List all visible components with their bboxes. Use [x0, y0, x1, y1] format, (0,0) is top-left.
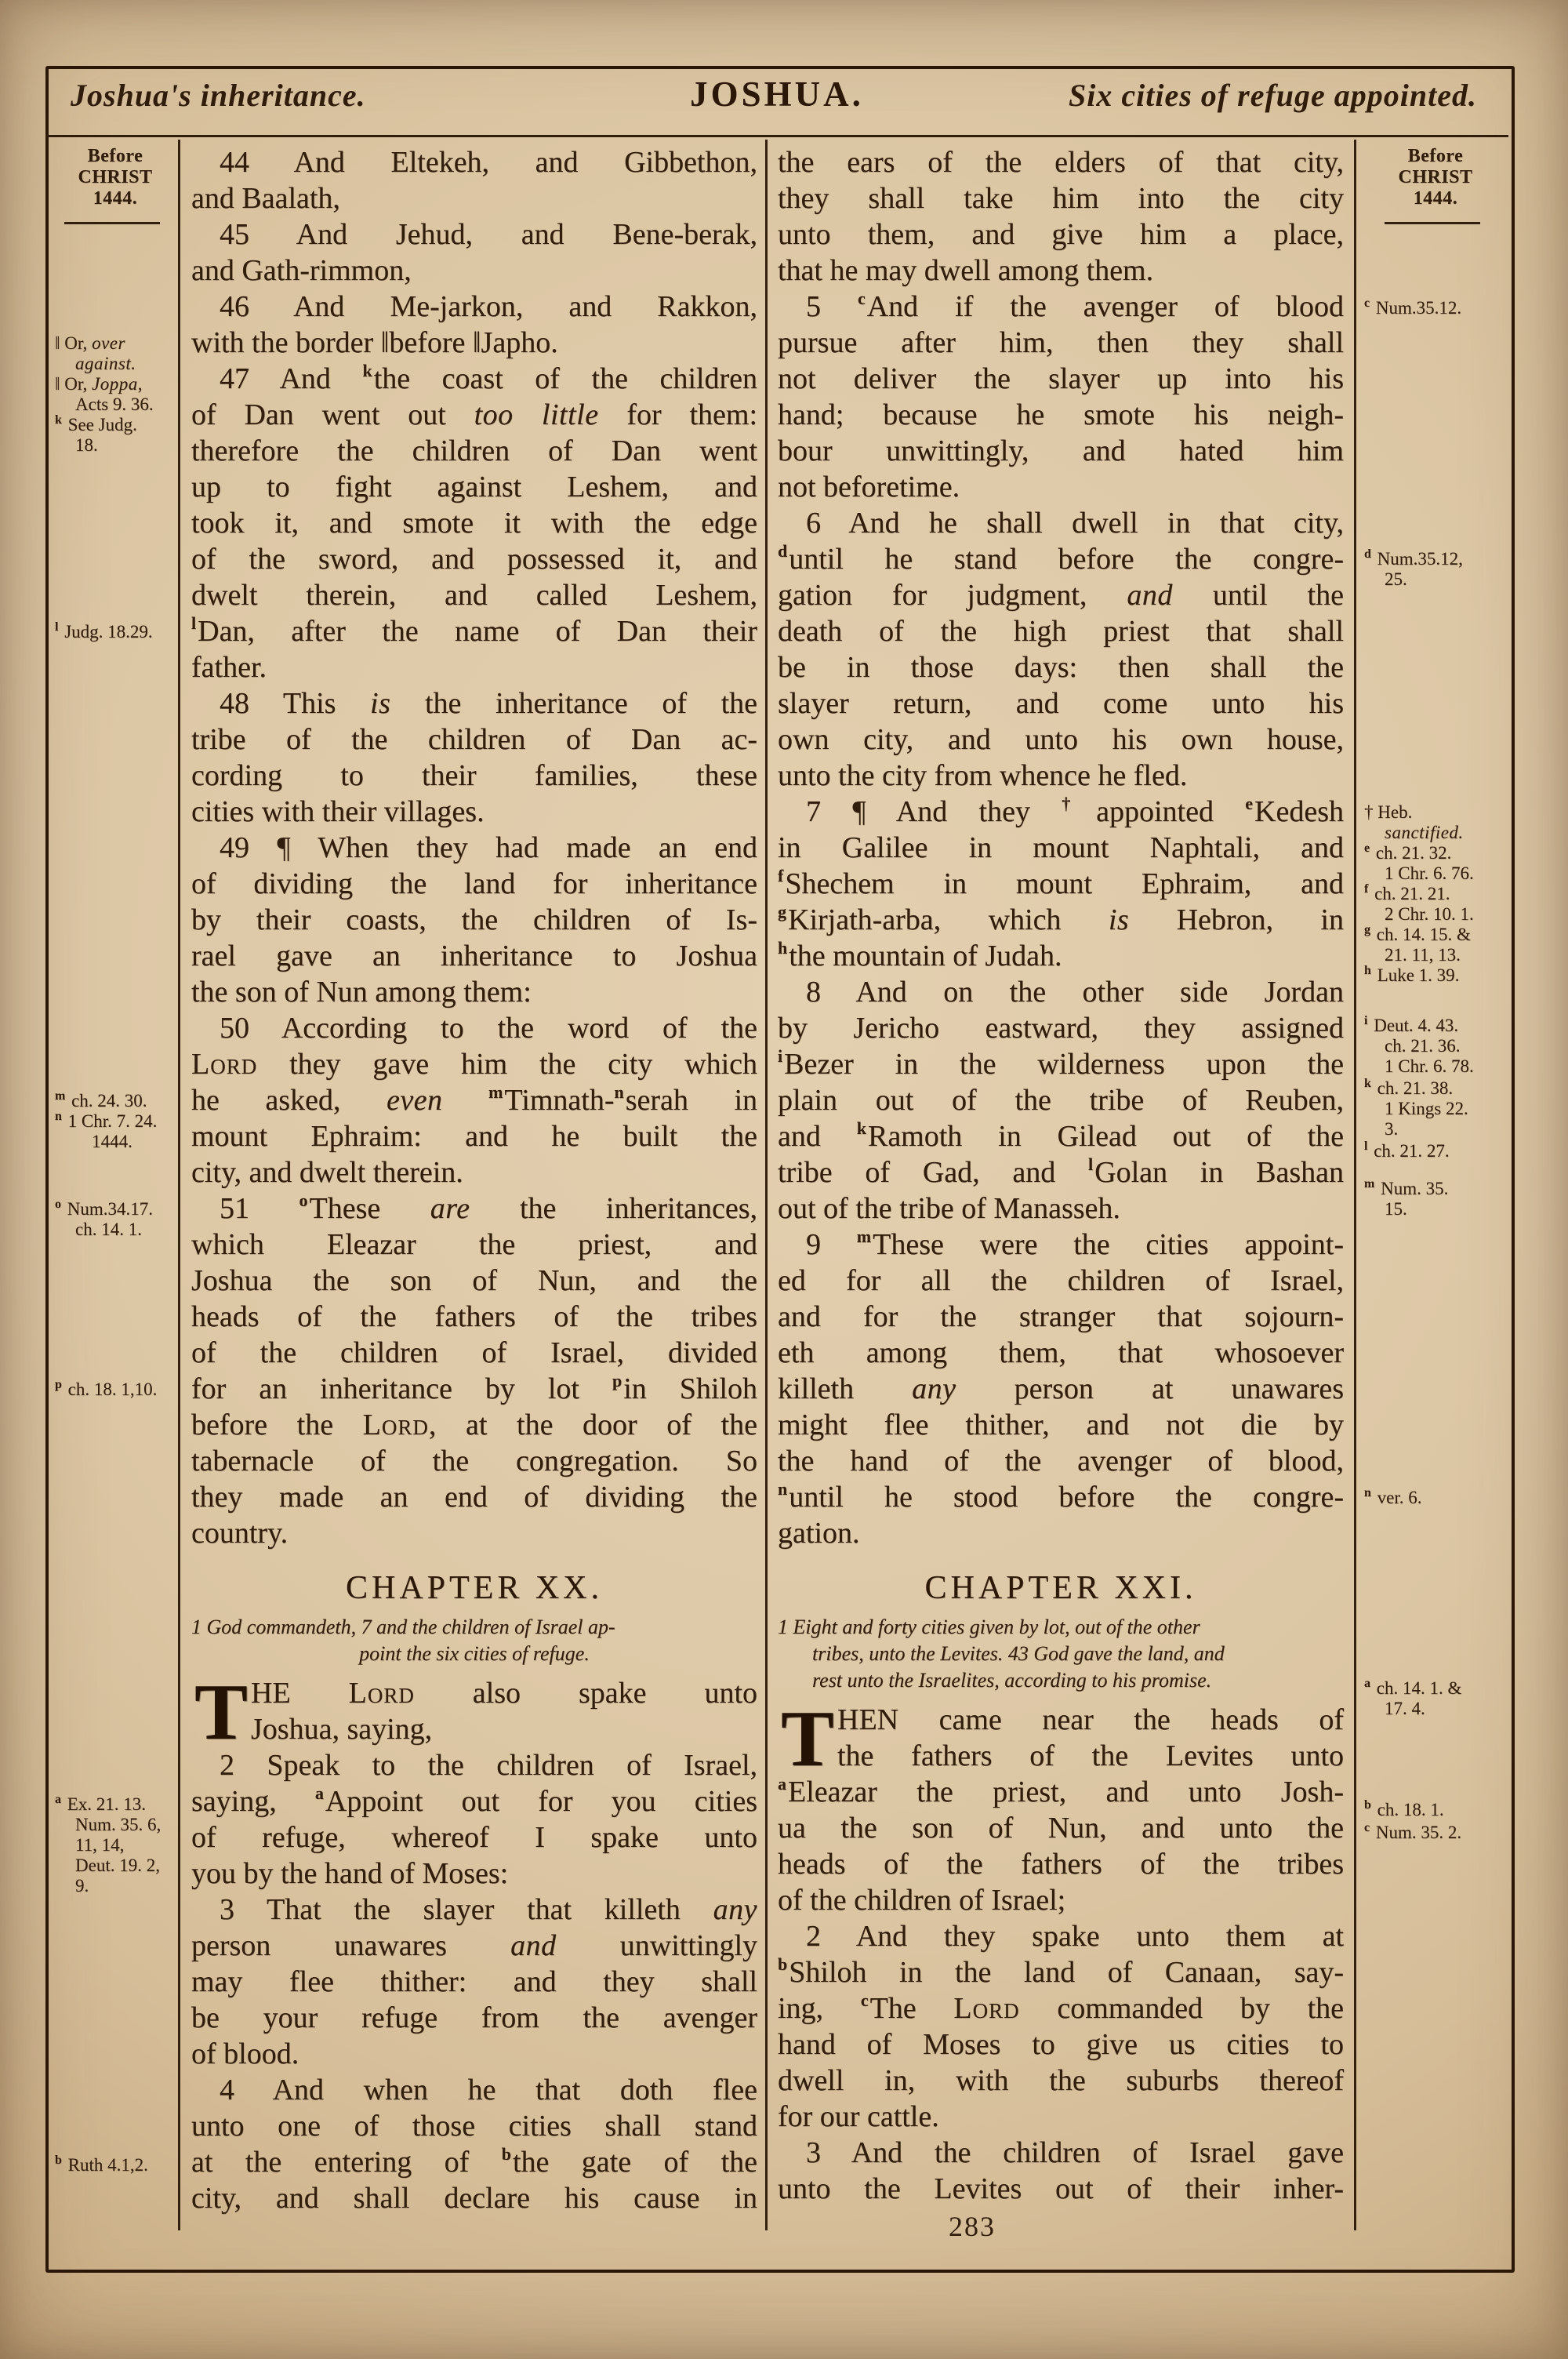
margin-note-line: 18. — [75, 435, 98, 455]
text-line: by Jericho eastward, they assigned — [778, 1012, 1344, 1045]
margin-note — [1358, 1141, 1507, 1161]
column-divider-right — [1354, 140, 1356, 2230]
chapter-xxi-heading — [778, 1568, 1344, 1694]
text-line: hand of Moses to give us cities to — [778, 2028, 1344, 2061]
margin-note-line: $^n$ ver. 6. — [1364, 1485, 1422, 1507]
text-line: tribe of Gad, and $^l$Golan in Bashan — [778, 1154, 1344, 1189]
chapter-argument — [778, 1614, 1344, 1694]
text-line: be your refuge from the avenger — [191, 2001, 757, 2034]
margin-note-line: ‖ Or, over — [55, 333, 125, 353]
text-line: death of the high priest that shall — [778, 615, 1344, 648]
column-divider-left — [178, 140, 180, 2230]
text-line: before the Lord, at the door of the — [191, 1408, 757, 1441]
margin-note-line: $^c$ Num.35.12. — [1364, 296, 1462, 318]
text-line: person unawares and unwittingly — [191, 1929, 757, 1962]
text-line: own city, and unto his own house, — [778, 723, 1344, 756]
running-head-book-title: JOSHUA. — [690, 75, 864, 114]
text-line: of blood. — [191, 2037, 299, 2070]
margin-note-line: 15. — [1385, 1199, 1407, 1219]
margin-note-line: $^a$ Ex. 21. 13. — [55, 1792, 147, 1814]
text-line: ed for all the children of Israel, — [778, 1264, 1344, 1297]
margin-note-line: $^g$ ch. 14. 15. & — [1364, 922, 1471, 944]
chapter-xx-heading — [191, 1568, 757, 1667]
margin-note-line: $^m$ Num. 35. — [1364, 1176, 1449, 1198]
margin-note — [1358, 1485, 1507, 1508]
margin-note-line: sanctified. — [1385, 823, 1464, 842]
margin-note — [49, 1379, 176, 1400]
text-line: cording to their families, these — [191, 759, 757, 792]
margin-note-line: $^l$ Judg. 18.29. — [55, 620, 153, 642]
running-head-left: Joshua's inheritance. — [71, 78, 366, 113]
text-line: 2 Speak to the children of Israel, — [220, 1749, 757, 1782]
text-line: of refuge, whereof I spake unto — [191, 1821, 757, 1854]
text-line: Lord they gave him the city which — [191, 1048, 757, 1081]
text-line: HE Lord also spake unto — [251, 1677, 758, 1710]
margin-note-line: ‖ Or, Joppa, — [55, 374, 143, 394]
chapter-argument-line: point the six cities of refuge. — [359, 1642, 590, 1665]
chapter-argument-line: 1 Eight and forty cities given by lot, out of the other — [778, 1616, 1200, 1638]
margin-note-line: Deut. 19. 2, — [75, 1856, 160, 1875]
margin-note — [1358, 1078, 1507, 1140]
text-line: $^d$until he stand before the congre- — [778, 541, 1344, 576]
text-line: in Galilee in mount Naphtali, and — [778, 831, 1344, 864]
margin-note-line: 17. 4. — [1385, 1699, 1425, 1718]
text-line: of the children of Israel, divided — [191, 1336, 757, 1369]
text-line: ing, $^c$The Lord commanded by the — [778, 1990, 1345, 2025]
margin-note-line: $^n$ 1 Chr. 7. 24. — [55, 1109, 158, 1131]
text-line: of dividing the land for inheritance — [191, 867, 757, 900]
text-line: 48 This is the inheritance of the — [220, 687, 757, 720]
text-line: pursue after him, then they shall — [778, 326, 1344, 359]
margin-note-line: 1444. — [92, 1132, 132, 1151]
text-line: $^f$Shechem in mount Ephraim, and — [778, 866, 1344, 900]
text-line: saying, $^a$Appoint out for you cities — [191, 1783, 757, 1818]
margin-note — [1358, 549, 1507, 590]
margin-header-line: CHRIST — [78, 167, 153, 187]
text-line: city, and shall declare his cause in — [191, 2182, 757, 2215]
margin-note — [1358, 1797, 1507, 1820]
text-line: of the children of Israel; — [778, 1884, 1066, 1917]
margin-note — [1358, 298, 1507, 318]
text-line: out of the tribe of Manasseh. — [778, 1192, 1120, 1225]
joshua-20-verses-continued — [778, 144, 1344, 1551]
text-line: took it, and smote it with the edge — [191, 507, 757, 540]
text-line: rael gave an inheritance to Joshua — [191, 940, 757, 972]
margin-header-line: CHRIST — [1398, 167, 1473, 187]
text-line: and for the stranger that sojourn- — [778, 1300, 1344, 1333]
joshua-20-verses — [191, 1747, 757, 2216]
margin-note — [49, 1794, 176, 1896]
drop-cap-letter: T — [781, 1695, 835, 1783]
text-line: 44 And Eltekeh, and Gibbethon, — [220, 146, 757, 179]
text-line: Joshua the son of Nun, and the — [191, 1264, 757, 1297]
margin-note-line: † Heb. — [1364, 802, 1413, 822]
margin-note-line: 9. — [75, 1876, 89, 1896]
margin-header-line: 1444. — [1413, 188, 1458, 209]
text-line: eth among them, that whosoever — [778, 1336, 1344, 1369]
margin-note-line: $^d$ Num.35.12, — [1364, 547, 1463, 569]
margin-note-line: 2 Chr. 10. 1. — [1385, 904, 1474, 924]
text-line: not deliver the slayer up into his — [778, 362, 1344, 395]
text-line: 45 And Jehud, and Bene-berak, — [220, 218, 757, 251]
text-line: 46 And Me-jarkon, and Rakkon, — [220, 290, 757, 323]
text-line: unto the Levites out of their inher- — [778, 2172, 1344, 2205]
text-line: and $^k$Ramoth in Gilead out of the — [778, 1118, 1344, 1153]
text-line: HEN came near the heads of — [837, 1703, 1344, 1736]
margin-note-line: 1 Kings 22. — [1385, 1099, 1468, 1118]
text-line: 50 According to the word of the — [220, 1012, 757, 1045]
margin-note-line: $^e$ ch. 21. 32. — [1364, 841, 1452, 863]
text-line: tribe of the children of Dan ac- — [191, 723, 757, 756]
text-line: $^h$the mountain of Judah. — [778, 938, 1062, 972]
text-line: 3 And the children of Israel gave — [806, 2136, 1344, 2169]
column-divider-center — [765, 140, 768, 2230]
text-line: $^a$Eleazar the priest, and unto Josh- — [778, 1774, 1344, 1808]
margin-note-line: $^b$ ch. 18. 1. — [1364, 1797, 1444, 1819]
header-rule — [45, 135, 1508, 137]
text-line: may flee thither: and they shall — [191, 1965, 757, 1998]
text-line: the ears of the elders of that city, — [778, 146, 1344, 179]
margin-note — [49, 415, 176, 456]
margin-note-line: 25. — [1385, 569, 1407, 589]
text-line: might flee thither, and not die by — [778, 1408, 1344, 1441]
text-line: 47 And $^k$the coast of the children — [220, 361, 757, 395]
margin-note-line: $^k$ ch. 21. 38. — [1364, 1076, 1454, 1098]
text-line: unto one of those cities shall stand — [191, 2110, 757, 2143]
text-line: therefore the children of Dan went — [191, 434, 757, 467]
margin-note — [49, 374, 176, 415]
text-line: for an inheritance by lot $^p$in Shiloh — [191, 1371, 757, 1405]
text-line: ua the son of Nun, and unto the — [778, 1812, 1344, 1845]
margin-note — [1358, 1678, 1507, 1719]
text-line: dwell in, with the suburbs thereof — [778, 2064, 1344, 2097]
margin-note-line: 1 Chr. 6. 76. — [1385, 863, 1474, 883]
text-line: they made an end of dividing the — [191, 1481, 757, 1514]
margin-note — [49, 333, 176, 374]
text-line: he asked, even $^m$Timnath-$^n$serah in — [191, 1082, 758, 1117]
text-line: up to fight against Leshem, and — [191, 471, 757, 503]
chapter-title: CHAPTER XX. — [345, 1570, 604, 1606]
drop-cap-lines — [778, 1695, 1344, 1783]
text-line: with the border ‖before ‖Japho. — [191, 326, 558, 359]
drop-cap-lines — [191, 1668, 758, 1757]
text-line: $^i$Bezer in the wilderness upon the — [778, 1046, 1344, 1081]
text-line: for our cattle. — [778, 2100, 939, 2133]
margin-note — [1358, 1013, 1507, 1077]
margin-note-line: $^f$ ch. 21. 21. — [1364, 881, 1450, 903]
text-line: $^n$until he stood before the congre- — [778, 1479, 1344, 1514]
right-text-column — [778, 144, 1344, 2207]
margin-note-line: $^a$ ch. 14. 1. & — [1364, 1676, 1462, 1698]
margin-note — [1358, 1176, 1507, 1219]
margin-header-rule — [1385, 222, 1480, 224]
page-number: 283 — [949, 2211, 996, 2242]
margin-note-line: $^k$ See Judg. — [55, 413, 137, 434]
text-line: at the entering of $^b$the gate of the — [191, 2144, 757, 2179]
chapter-title: CHAPTER XXI. — [924, 1570, 1197, 1606]
drop-cap-paragraph — [191, 1668, 758, 1757]
margin-note-line: ch. 14. 1. — [75, 1219, 142, 1239]
chapter-argument — [191, 1614, 757, 1667]
text-line: 7 ¶ And they †appointed $^e$Kedesh — [806, 794, 1344, 828]
margin-note — [1358, 802, 1507, 986]
margin-note-line: ch. 21. 36. — [1385, 1036, 1461, 1056]
text-line: 9 $^m$These were the cities appoint- — [806, 1227, 1344, 1261]
drop-cap-paragraph — [778, 1695, 1344, 1783]
margin-header-rule — [64, 222, 160, 224]
text-line: and Gath-rimmon, — [191, 254, 412, 287]
text-line: tabernacle of the congregation. So — [191, 1445, 757, 1478]
margin-note — [49, 622, 176, 642]
text-line: be in those days: then shall the — [778, 651, 1344, 684]
text-line: which Eleazar the priest, and — [191, 1228, 757, 1261]
text-line: 8 And on the other side Jordan — [806, 976, 1344, 1009]
text-line: 5 $^c$And if the avenger of blood — [806, 289, 1345, 323]
text-line: the fathers of the Levites unto — [837, 1739, 1344, 1772]
text-line: killeth any person at unawares — [778, 1372, 1344, 1405]
text-line: $^g$Kirjath-arba, which is Hebron, in — [778, 902, 1344, 936]
margin-note-line: 21. 11, 13. — [1385, 945, 1461, 965]
text-line: of the sword, and possessed it, and — [191, 543, 757, 576]
before-christ-header — [49, 138, 176, 209]
chapter-argument-line: 1 God commandeth, 7 and the children of Israel ap- — [191, 1616, 615, 1638]
margin-header-line: 1444. — [93, 188, 138, 209]
margin-header-line: Before — [87, 146, 143, 166]
text-line: country. — [191, 1517, 289, 1550]
chapter-argument-line: tribes, unto the Levites. 43 God gave the land, and — [812, 1642, 1225, 1665]
text-line: gation. — [778, 1517, 860, 1550]
text-line: dwelt therein, and called Leshem, — [191, 579, 757, 612]
text-line: Joshua, saying, — [251, 1713, 433, 1746]
margin-note — [49, 2155, 176, 2175]
text-line: of Dan went out too little for them: — [191, 398, 758, 431]
text-line: 51 $^o$These are the inheritances, — [220, 1190, 757, 1225]
text-line: 3 That the slayer that killeth any — [220, 1893, 757, 1926]
text-line: mount Ephraim: and he built the — [191, 1120, 757, 1153]
text-line: $^b$Shiloh in the land of Canaan, say- — [778, 1954, 1344, 1989]
joshua-21-verses — [778, 1774, 1344, 2207]
text-line: that he may dwell among them. — [778, 254, 1154, 287]
margin-note — [1358, 1820, 1507, 1843]
text-line: cities with their villages. — [191, 795, 485, 828]
text-line: 4 And when he that doth flee — [220, 2074, 757, 2106]
margin-note-line: 1 Chr. 6. 78. — [1385, 1056, 1474, 1076]
margin-header-line: Before — [1407, 146, 1464, 166]
margin-note — [49, 1199, 176, 1240]
text-line: city, and dwelt therein. — [191, 1156, 463, 1189]
text-line: plain out of the tribe of Reuben, — [778, 1084, 1344, 1117]
margin-note-line: $^c$ Num. 35. 2. — [1364, 1820, 1462, 1842]
text-line: and Baalath, — [191, 182, 340, 215]
text-line: by their coasts, the children of Is- — [191, 903, 757, 936]
margin-note-line: Num. 35. 6, — [75, 1815, 162, 1834]
margin-note-line: 3. — [1385, 1119, 1399, 1139]
text-line: the hand of the avenger of blood, — [778, 1445, 1344, 1478]
text-line: heads of the fathers of the tribes — [191, 1300, 757, 1333]
chapter-argument-line: rest unto the Israelites, according to his promise. — [812, 1669, 1212, 1692]
text-line: bour unwittingly, and hated him — [778, 434, 1344, 467]
running-head-right: Six cities of refuge appointed. — [1069, 78, 1477, 113]
text-line: gation for judgment, and until the — [778, 579, 1344, 612]
text-line: father. — [191, 651, 267, 684]
text-line: 6 And he shall dwell in that city, — [806, 507, 1344, 540]
margin-note-line: 11, 14, — [75, 1835, 125, 1855]
margin-note — [49, 1091, 176, 1152]
right-margin-column — [1358, 138, 1507, 2232]
margin-note-line: $^m$ ch. 24. 30. — [55, 1089, 147, 1110]
text-line: unto them, and give him a place, — [778, 218, 1344, 251]
left-margin-column — [49, 138, 176, 2232]
text-line: not beforetime. — [778, 471, 960, 503]
before-christ-header — [1358, 138, 1507, 209]
text-line: heads of the fathers of the tribes — [778, 1848, 1344, 1881]
text-line: slayer return, and come unto his — [778, 687, 1344, 720]
margin-note-line: $^l$ ch. 21. 27. — [1364, 1139, 1450, 1161]
text-line: 49 ¶ When they had made an end — [220, 831, 757, 864]
joshua-19-verses — [191, 144, 757, 1551]
margin-note-line: $^i$ Deut. 4. 43. — [1364, 1013, 1459, 1035]
text-line: the son of Nun among them: — [191, 976, 532, 1009]
drop-cap-letter: T — [194, 1668, 249, 1757]
text-line: 2 And they spake unto them at — [806, 1920, 1344, 1953]
margin-note-line: $^p$ ch. 18. 1,10. — [55, 1377, 158, 1399]
margin-note-line: $^o$ Num.34.17. — [55, 1197, 153, 1219]
text-line: you by the hand of Moses: — [191, 1857, 509, 1890]
margin-note-line: Acts 9. 36. — [75, 394, 154, 414]
margin-note-line: $^b$ Ruth 4.1,2. — [55, 2153, 148, 2175]
text-line: they shall take him into the city — [778, 182, 1344, 215]
left-text-column — [191, 144, 757, 2216]
text-line: hand; because he smote his neigh- — [778, 398, 1344, 431]
margin-note-line: against. — [75, 354, 136, 373]
text-line: $^l$Dan, after the name of Dan their — [191, 613, 757, 648]
text-line: unto the city from whence he fled. — [778, 759, 1188, 792]
margin-note-line: $^h$ Luke 1. 39. — [1364, 963, 1460, 985]
